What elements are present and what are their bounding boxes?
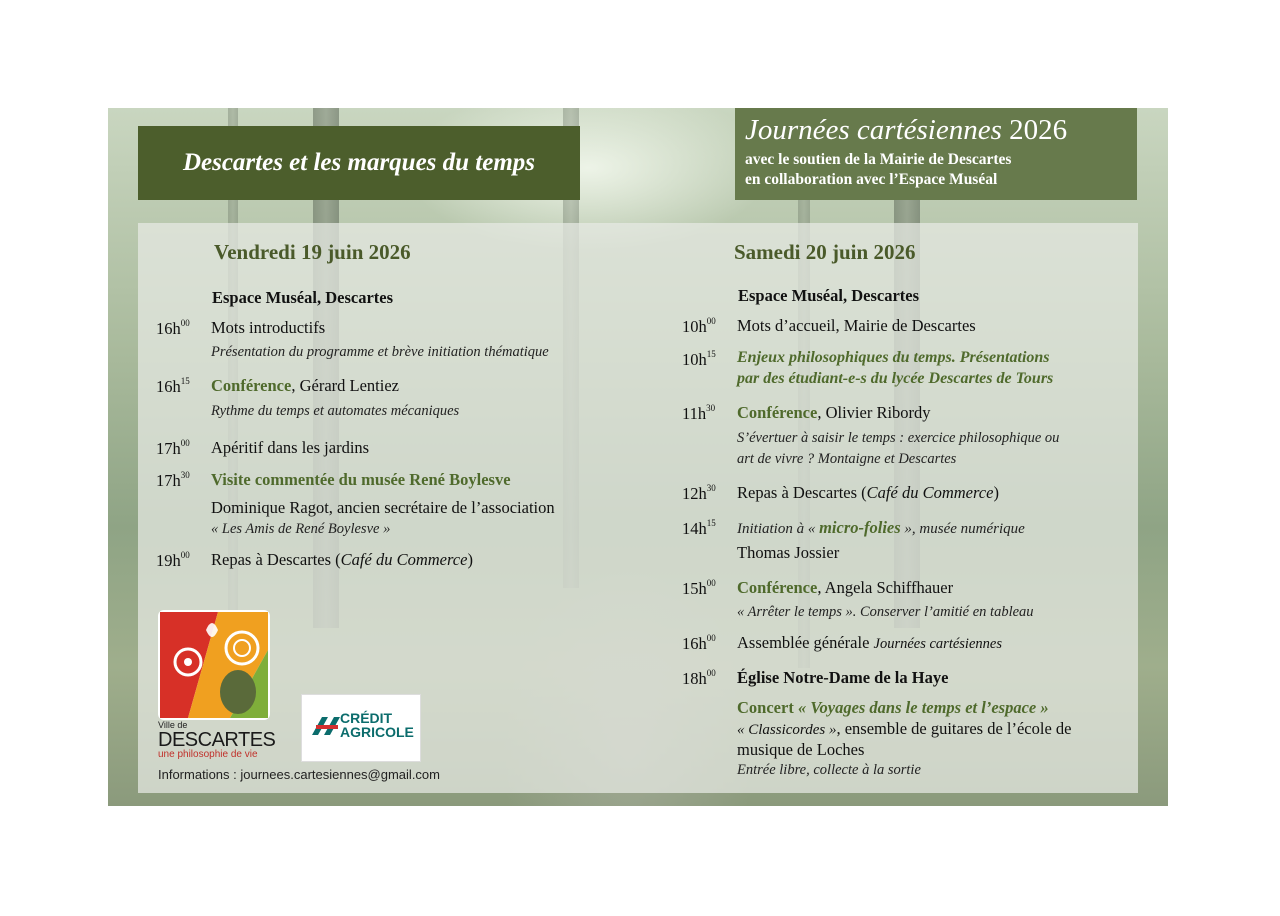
- ville-logo-text: Ville de: [158, 720, 188, 730]
- ville-logo-tagline: une philosophie de vie: [158, 749, 258, 760]
- event-label: par des étudiant-e-s du lycée Descartes de Tours: [737, 370, 1054, 387]
- time-label: $17h^{30}$: [156, 470, 190, 490]
- saturday-heading: Samedi 20 juin 2026: [734, 240, 916, 264]
- event-label: Mots d’accueil, Mairie de Descartes: [737, 316, 976, 335]
- event-detail: Présentation du programme et brève initiation thématique: [211, 344, 549, 360]
- collab-line: en collaboration avec l’Espace Muséal: [745, 171, 998, 188]
- time-label: $10h^{00}$: [682, 316, 716, 336]
- event-detail: S’évertuer à saisir le temps : exercice philosophique ou: [737, 430, 1060, 446]
- event-label: Repas à Descartes (Café du Commerce): [737, 483, 999, 502]
- time-label: $12h^{30}$: [682, 483, 716, 503]
- saturday-venue: Espace Muséal, Descartes: [738, 286, 920, 305]
- ville-descartes-logo: [158, 610, 276, 760]
- event-label: Conférence, Olivier Ribordy: [737, 403, 931, 422]
- credit-agricole-icon: [308, 713, 344, 743]
- credit-agricole-logo: CRÉDIT AGRICOLE: [301, 694, 421, 762]
- sponsor-box: [735, 108, 1137, 200]
- time-label: $16h^{00}$: [156, 318, 190, 338]
- event-label: Mots introductifs: [211, 318, 326, 337]
- friday-venue: Espace Muséal, Descartes: [212, 288, 394, 307]
- event-detail: Rythme du temps et automates mécaniques: [211, 403, 460, 419]
- concert-ensemble: « Classicordes », ensemble de guitares de l’école de: [737, 719, 1072, 738]
- friday-heading: Vendredi 19 juin 2026: [214, 240, 411, 264]
- time-label: $15h^{00}$: [682, 578, 716, 598]
- concert-ensemble-2: musique de Loches: [737, 740, 865, 759]
- time-label: $18h^{00}$: [682, 668, 716, 688]
- page-title: Descartes et les marques du temps: [138, 126, 580, 200]
- event-speaker: Dominique Ragot, ancien secrétaire de l’association: [211, 498, 555, 517]
- time-label: $11h^{30}$: [682, 403, 716, 423]
- time-label: $14h^{15}$: [682, 518, 716, 538]
- ville-logo-name: DESCARTES: [158, 729, 276, 751]
- event-speaker: Thomas Jossier: [737, 543, 840, 562]
- event-label: Conférence, Gérard Lentiez: [211, 376, 399, 395]
- event-label: Conférence, Angela Schiffhauer: [737, 578, 954, 597]
- time-label: $19h^{00}$: [156, 550, 190, 570]
- event-label: Apéritif dans les jardins: [211, 438, 370, 457]
- event-label: Enjeux philosophiques du temps. Présentations: [737, 349, 1050, 366]
- time-label: $17h^{00}$: [156, 438, 190, 458]
- time-label: $10h^{15}$: [682, 349, 716, 369]
- event-name: Journées cartésiennes 2026: [745, 114, 1068, 146]
- support-line: avec le soutien de la Mairie de Descartes: [745, 151, 1012, 168]
- concert-title: Concert « Voyages dans le temps et l’espace »: [737, 698, 1049, 717]
- time-label: $16h^{15}$: [156, 376, 190, 396]
- event-label: Visite commentée du musée René Boylesve: [211, 470, 511, 489]
- time-label: $16h^{00}$: [682, 633, 716, 653]
- flyer: [108, 108, 1168, 806]
- event-detail: art de vivre ? Montaigne et Descartes: [737, 451, 957, 467]
- event-label: Assemblée générale Journées cartésiennes: [737, 633, 1002, 652]
- church-venue: Église Notre-Dame de la Haye: [737, 668, 949, 687]
- event-label: Repas à Descartes (Café du Commerce): [211, 550, 473, 569]
- concert-note: Entrée libre, collecte à la sortie: [737, 762, 921, 778]
- event-detail: « Arrêter le temps ». Conserver l’amitié en tableau: [737, 604, 1034, 620]
- event-detail: « Les Amis de René Boylesve »: [211, 521, 391, 537]
- contact-info: Informations : journees.cartesiennes@gmail.com: [158, 767, 440, 782]
- event-label: Initiation à « micro-folies », musée numérique: [737, 518, 1025, 537]
